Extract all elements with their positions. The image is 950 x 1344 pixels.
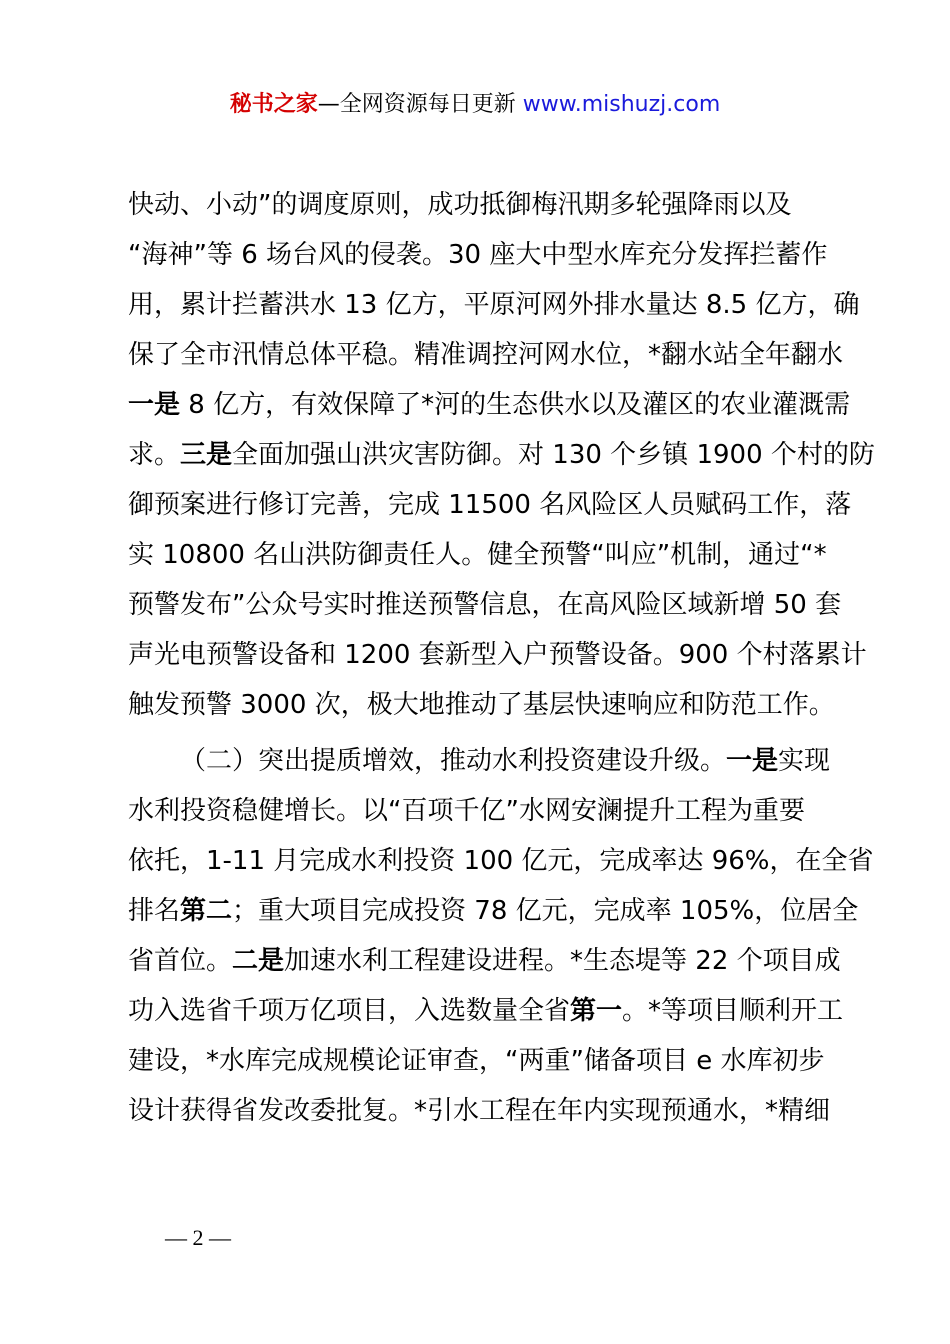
text-line: 依托，1-11 月完成水利投资 100 亿元，完成率达 96%，在全省: [128, 846, 874, 876]
text-line: 御预案进行修订完善，完成 11500 名风险区人员赋码工作，落: [128, 490, 852, 520]
text-line: 触发预警 3000 次，极大地推动了基层快速响应和防范工作。: [128, 690, 835, 720]
site-url-link[interactable]: www.mishuzj.com: [522, 92, 721, 117]
text-line: 功入选省千项万亿项目，入选数量全省第一。*等项目顺利开工: [128, 996, 844, 1026]
text-line: 水利投资稳健增长。以“百项千亿”水网安澜提升工程为重要: [128, 796, 805, 826]
text-line: 省首位。二是加速水利工程建设进程。*生态堤等 22 个项目成: [128, 946, 841, 976]
paragraph-2: [128, 736, 874, 1136]
emphasis: 一是: [726, 746, 779, 776]
document-body: [128, 180, 875, 1136]
text-line: 保了全市汛情总体平稳。精准调控河网水位，*翻水站全年翻水: [128, 340, 844, 370]
paragraph-1: [128, 180, 875, 730]
text-line: 求。三是全面加强山洪灾害防御。对 130 个乡镇 1900 个村的防: [128, 440, 875, 470]
text-line: 一是 8 亿方，有效保障了*河的生态供水以及灌区的农业灌溉需: [128, 390, 851, 420]
text-line: 建设，*水库完成规模论证审查，“两重”储备项目 e 水库初步: [128, 1046, 825, 1076]
emphasis: 第一: [570, 996, 623, 1026]
page-number: — 2 —: [165, 1225, 231, 1250]
emphasis: 三是: [180, 440, 233, 470]
text-line: 用，累计拦蓄洪水 13 亿方，平原河网外排水量达 8.5 亿方，确: [128, 290, 860, 320]
emphasis: 第二: [180, 896, 233, 926]
emphasis: 一是: [128, 390, 181, 420]
text-line: 设计获得省发改委批复。*引水工程在年内实现预通水，*精细: [128, 1096, 831, 1126]
site-header: [0, 88, 950, 122]
text-line: “海神”等 6 场台风的侵袭。30 座大中型水库充分发挥拦蓄作: [128, 240, 828, 270]
header-tagline: —全网资源每日更新: [317, 92, 523, 117]
brand-name: 秘书之家: [229, 92, 318, 117]
text-line: 快动、小动”的调度原则，成功抵御梅汛期多轮强降雨以及: [128, 190, 792, 220]
text-line: 声光电预警设备和 1200 套新型入户预警设备。900 个村落累计: [128, 640, 867, 670]
text-line: （二）突出提质增效，推动水利投资建设升级。一是实现: [180, 746, 831, 776]
text-line: 预警发布”公众号实时推送预警信息，在高风险区域新增 50 套: [128, 590, 842, 620]
emphasis: 二是: [232, 946, 285, 976]
text-line: 实 10800 名山洪防御责任人。健全预警“叫应”机制，通过“*: [128, 540, 827, 570]
text-line: 排名第二；重大项目完成投资 78 亿元，完成率 105%，位居全: [128, 896, 859, 926]
